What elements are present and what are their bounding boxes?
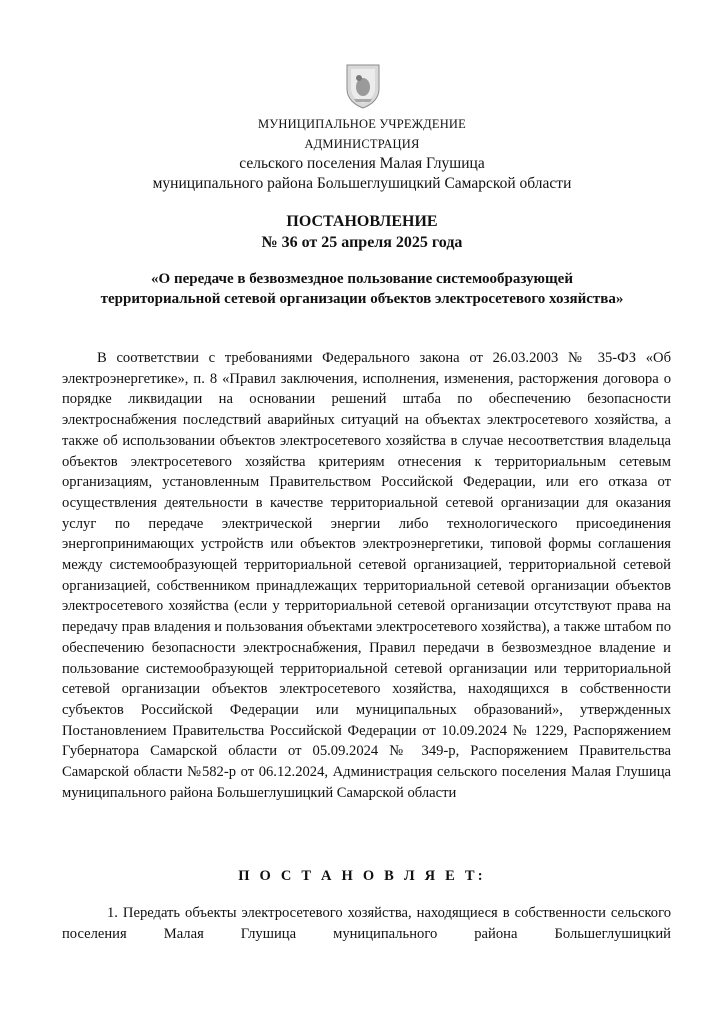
preamble-paragraph: В соответствии с требованиями Федерального закона от 26.03.2003 № 35-ФЗ «Об электроэнергетике», п. 8 «Правил заключения, исполнения, изменения, расторжения договора о порядке ликвидации на основании решений штаба по обеспечению безопасности электроснабжения последствий аварийных ситуаций на объектах электросетевого хозяйства, а также об использовании объектов электросетевого хозяйства в случае несоответствия владельца объектов электросетевого хозяйства критериям отнесения к территориальным сетевым организациям, установленным Правительством Российской Федерации, или его отказа от осуществления деятельности в качестве территориальной сетевой организации для оказания услуг по передаче электрической энергии либо технологического присоединения энергопринимающих устройств или объектов электроэнергетики, типовой формы соглашения между системообразующей территориальной сетевой организацией, территориальной сетевой организацией, собственником принадлежащих территориальной сетевой организации объектов электросетевого хозяйства (если у территориальной сетевой организации отсутствуют права на передачу прав владения и пользования объектами электросетевого хозяйства), а также штабом по обеспечению безопасности электроснабжения, Правил передачи в безвозмездное владение и пользование системообразующей территориальной сетевой организации или территориальной сетевой организации объектов электросетевого хозяйства, находящихся в собственности субъектов Российской Федерации или муниципальных образований», утвержденных Постановлением Правительства Российской Федерации от 10.09.2024 № 1229, Распоряжением Губернатора Самарской области от 05.09.2024 № 349-р, Распоряжением Правительства Самарской области №582-р от 06.12.2024, Администрация сельского поселения Малая Глушица муниципального района Большеглушицкий Самарской области bbox=[62, 350, 671, 801]
org-settlement: сельского поселения Малая Глушица bbox=[239, 155, 485, 172]
org-name: АДМИНИСТРАЦИЯ bbox=[304, 137, 420, 151]
document-title: ПОСТАНОВЛЕНИЕ bbox=[286, 213, 438, 230]
org-type: МУНИЦИПАЛЬНОЕ УЧРЕЖДЕНИЕ bbox=[257, 117, 466, 131]
resolution-items bbox=[62, 903, 671, 944]
resolution-item-1: 1. Передать объекты электросетевого хозяйства, находящиеся в собственности сельского поселения Малая Глушица муниципального района Большеглушицкий bbox=[62, 905, 671, 942]
coat-of-arms-icon bbox=[345, 63, 381, 109]
org-district: муниципального района Большеглушицкий Самарской области bbox=[152, 175, 572, 192]
preamble-block bbox=[62, 348, 671, 803]
document-number-date: № 36 от 25 апреля 2025 года bbox=[261, 234, 463, 251]
document-subject-line-1: «О передаче в безвозмездное пользование системообразующей bbox=[151, 271, 573, 287]
resolves-heading: П О С Т А Н О В Л Я Е Т: bbox=[238, 868, 486, 884]
document-subject-line-2: территориальной сетевой организации объектов электросетевого хозяйства» bbox=[100, 291, 624, 307]
